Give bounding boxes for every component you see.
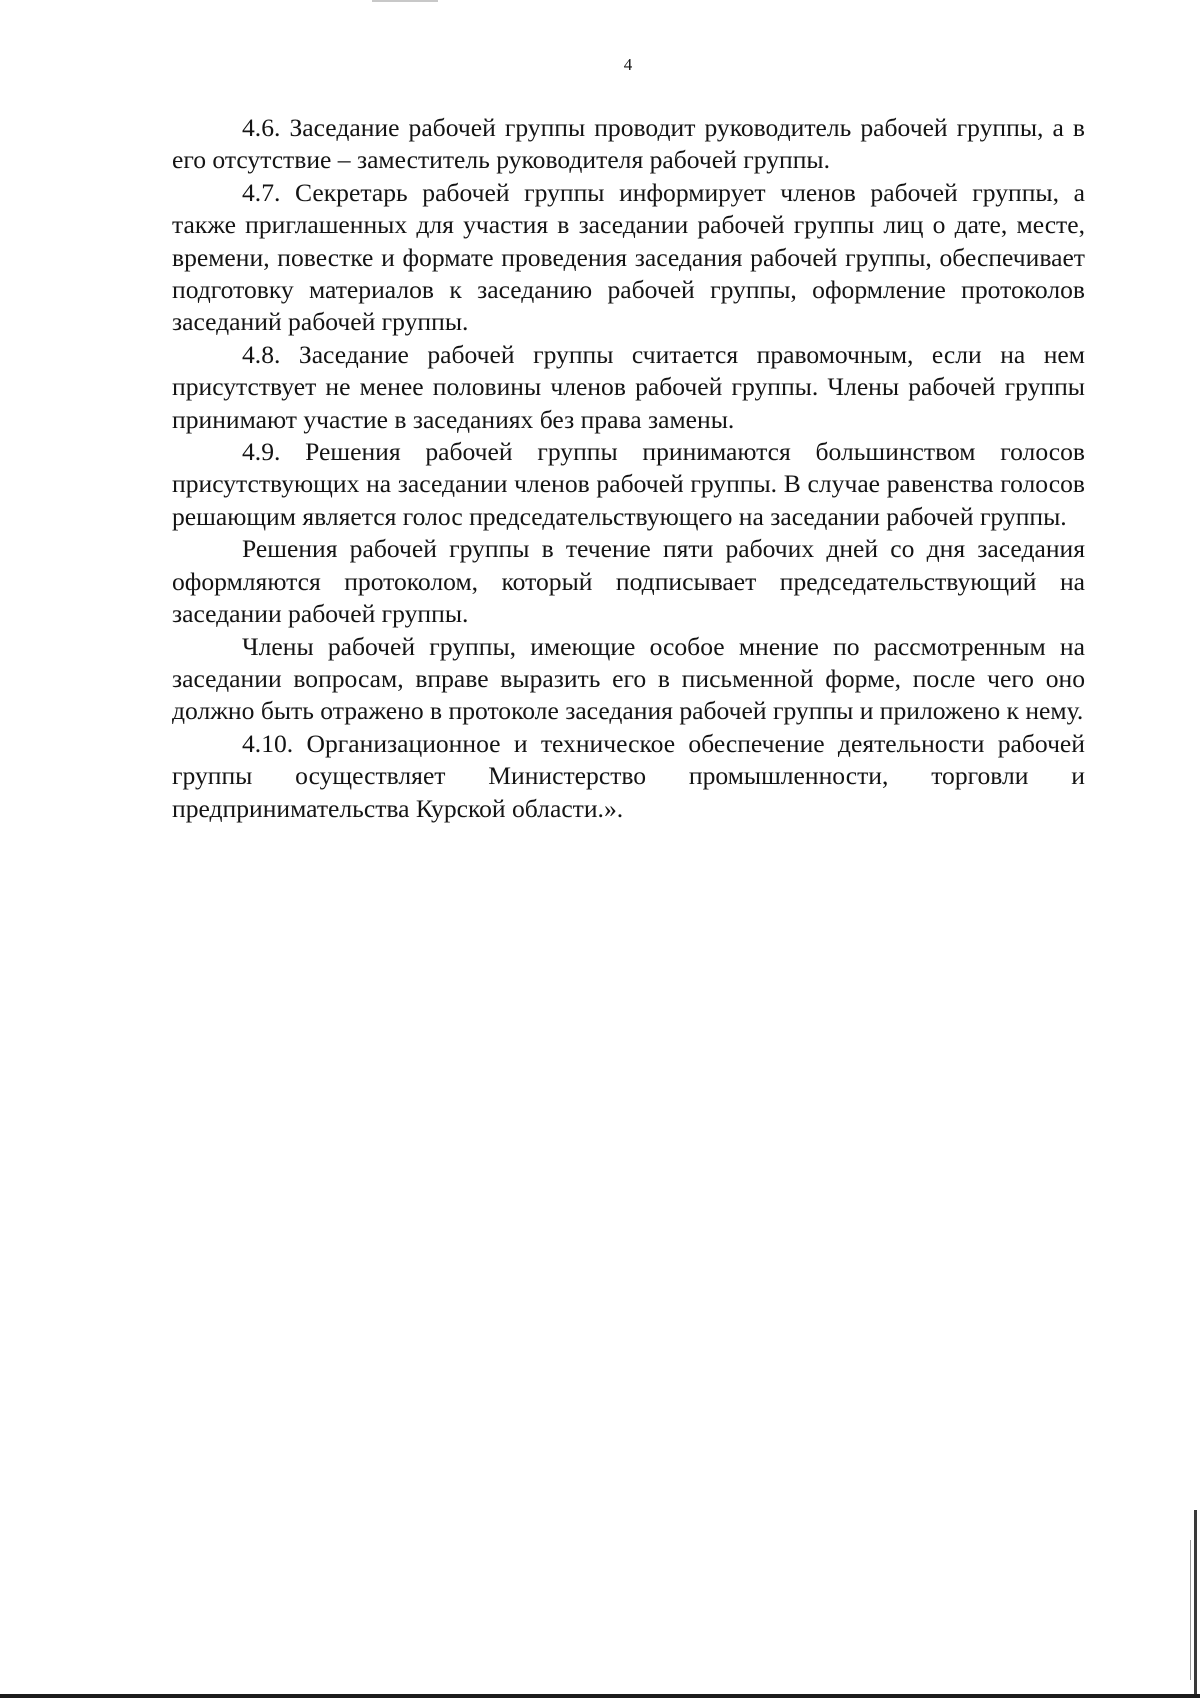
paragraph-4-9: 4.9. Решения рабочей группы принимаются большинством голосов присутствующих на заседании членов рабочей группы. В случае равенства голосов решающим является голос председательствующего на заседании рабочей группы. [172,437,1085,531]
paragraph-4-7: 4.7. Секретарь рабочей группы информирует членов рабочей группы, а также приглашенных для участия в заседании рабочей группы лиц о дате, месте, времени, повестке и формате проведения заседания рабочей группы, обеспечивает подготовку материалов к заседанию рабочей группы, оформление протоколов заседаний рабочей группы. [172,177,1085,337]
paragraph-4-6: 4.6. Заседание рабочей группы проводит руководитель рабочей группы, а в его отсутствие – заместитель руководителя рабочей группы. [172,113,1085,175]
scan-artifact-top [372,0,438,2]
scan-artifact-right-edge [1194,1510,1197,1698]
scan-artifact-bottom-edge [0,1694,1200,1698]
document-body [172,112,1085,825]
paragraph-special-opinion: Члены рабочей группы, имеющие особое мнение по рассмотренным на заседании вопросам, вправе выразить его в письменной форме, после чего оно должно быть отражено в протоколе заседания рабочей группы и приложено к нему. [172,631,1085,726]
paragraph-4-10: 4.10. Организационное и техническое обеспечение деятельности рабочей группы осуществляет Министерство промышленности, торговли и предпринимательства Курской области.». [172,728,1085,823]
paragraph-4-8: 4.8. Заседание рабочей группы считается правомочным, если на нем присутствует не менее половины членов рабочей группы. Члены рабочей группы принимают участие в заседаниях без права замены. [172,339,1085,434]
scan-artifact-right-line [1190,1540,1191,1680]
page-number: 4 [623,55,633,74]
paragraph-decisions-protocol: Решения рабочей группы в течение пяти рабочих дней со дня заседания оформляются протоколом, который подписывает председательствующий на заседании рабочей группы. [172,534,1085,629]
